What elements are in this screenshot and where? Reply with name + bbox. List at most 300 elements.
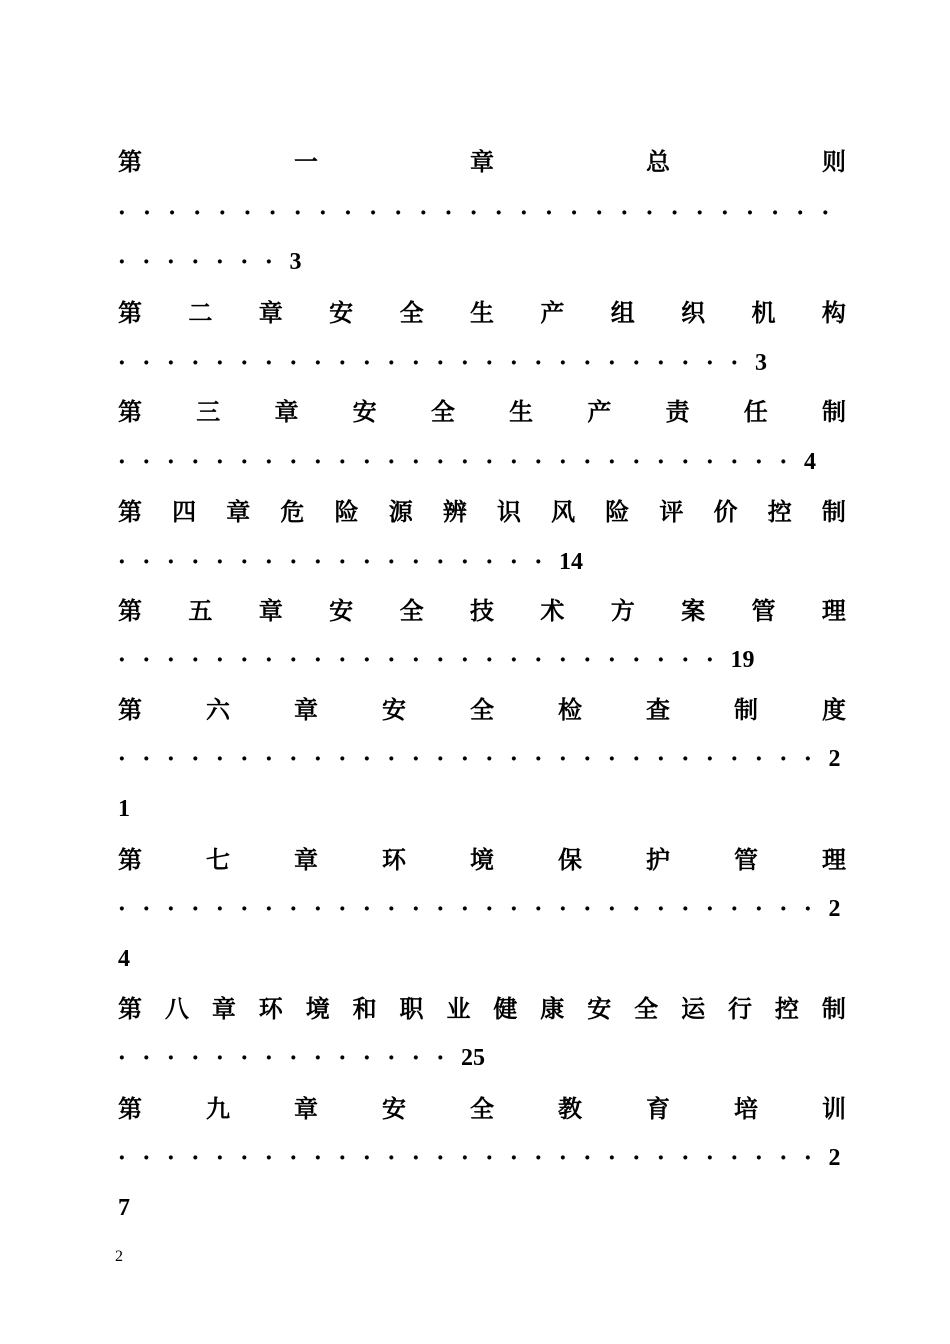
leader-dot: · [461,647,469,673]
toc-title-char: 产 [587,397,612,426]
leader-dot: · [387,549,396,575]
toc-title-char: 检 [558,695,582,724]
toc-title-char: 六 [206,695,230,724]
leader-dot: · [632,896,641,922]
leader-dot: · [583,896,592,922]
leader-dot: · [265,896,273,922]
leader-dot: · [755,1145,763,1171]
leader-dot: · [240,647,249,673]
toc-leader-line [118,1141,846,1175]
leader-dot: · [461,1145,469,1171]
toc-title-char: 全 [430,397,455,426]
toc-title-char: 第 [118,596,142,625]
leader-dot: · [583,746,592,772]
leader-dot: · [657,647,665,673]
toc-title-char: 二 [188,298,213,327]
leader-dot: · [559,647,567,673]
leader-dot: · [444,200,453,226]
leader-dot: · [595,200,604,226]
leader-dot: · [570,200,578,226]
leader-dot: · [289,1145,298,1171]
toc-title-char: 全 [399,596,424,625]
toc-title-char: 第 [118,147,142,176]
toc-title-char: 职 [399,994,424,1023]
leader-dot: · [363,647,371,673]
toc-title-char: 环 [382,845,406,874]
leader-dot: · [167,350,175,376]
toc-title-char: 危 [280,497,305,526]
toc-title-char: 控 [774,994,799,1023]
leader-dot: · [796,200,805,226]
leader-dot: · [436,896,445,922]
leader-dot: · [338,1045,347,1071]
toc-title-char: 全 [470,1094,494,1123]
leader-dot: · [485,647,494,673]
leader-dot: · [216,1145,224,1171]
toc-page-wrap-line [118,1191,846,1225]
leader-dot: · [534,1145,543,1171]
leader-dot: · [216,549,224,575]
leader-dot: · [485,896,494,922]
toc-title-char: 环 [258,994,283,1023]
leader-dot: · [485,449,494,475]
leader-dot: · [436,647,445,673]
toc-title-char: 章 [294,845,318,874]
leader-dot: · [706,647,714,673]
leader-dot: · [534,896,543,922]
toc-title-char: 训 [822,1094,846,1123]
leader-dot: · [142,549,151,575]
toc-title-char: 第 [118,497,142,526]
toc-entry-title [118,992,846,1026]
leader-dot: · [461,350,469,376]
leader-dot: · [461,896,469,922]
leader-dot: · [608,1145,616,1171]
leader-dot: · [240,449,249,475]
leader-dot: · [485,549,494,575]
toc-title-char: 一 [294,147,318,176]
leader-dot: · [338,350,347,376]
leader-dot: · [771,200,779,226]
toc-page-number: 1 [118,796,130,822]
toc-title-char: 生 [469,298,494,327]
leader-dot: · [779,449,788,475]
toc-page-number: 4 [118,946,130,972]
leader-dot: · [559,896,567,922]
leader-dot: · [436,1045,445,1071]
leader-dot: · [191,746,200,772]
leader-dot: · [265,249,273,275]
leader-dot: · [608,449,616,475]
leader-dot: · [314,449,322,475]
leader-dot: · [583,449,592,475]
leader-dot: · [191,1145,200,1171]
toc-title-char: 和 [352,994,377,1023]
toc-title-char: 八 [164,994,189,1023]
toc-page-number: 25 [461,1045,485,1071]
toc-title-char: 九 [206,1094,230,1123]
toc-title-char: 章 [470,147,494,176]
leader-dot: · [216,350,224,376]
leader-dot: · [485,746,494,772]
toc-title-char: 全 [470,695,494,724]
leader-dot: · [289,746,298,772]
toc-title-char: 全 [634,994,659,1023]
leader-dot: · [721,200,729,226]
leader-dot: · [167,1045,175,1071]
page-number: 2 [115,1248,123,1265]
leader-dot: · [240,549,249,575]
leader-dot: · [412,896,420,922]
leader-dot: · [608,350,616,376]
leader-dot: · [583,350,592,376]
leader-dot: · [436,746,445,772]
leader-dot: · [191,449,200,475]
toc-title-char: 安 [382,695,406,724]
leader-dot: · [289,647,298,673]
toc-title-char: 护 [646,845,670,874]
toc-leader-line [118,196,846,230]
toc-title-char: 境 [305,994,330,1023]
leader-dot: · [534,647,543,673]
leader-dot: · [608,746,616,772]
leader-dot: · [265,647,273,673]
toc-title-char: 组 [610,298,635,327]
toc-title-char: 识 [496,497,521,526]
toc-title-char: 行 [727,994,752,1023]
leader-dot: · [632,746,641,772]
toc-title-char: 第 [118,994,142,1023]
toc-title-char: 章 [274,397,299,426]
leader-dot: · [118,249,126,275]
toc-title-char: 源 [388,497,413,526]
leader-dot: · [657,896,665,922]
toc-entry-title [118,395,846,429]
leader-dot: · [314,1145,322,1171]
leader-dot: · [167,746,175,772]
leader-dot: · [534,350,543,376]
toc-title-char: 理 [822,845,846,874]
leader-dot: · [167,1145,175,1171]
toc-title-char: 七 [206,845,230,874]
leader-dot: · [118,350,126,376]
leader-dot: · [436,549,445,575]
leader-dot: · [583,647,592,673]
toc-entry-title [118,495,846,529]
leader-dot: · [657,449,665,475]
leader-dot: · [268,200,277,226]
toc-title-char: 控 [767,497,792,526]
leader-dot: · [338,549,347,575]
toc-title-char: 章 [258,298,283,327]
leader-dot: · [143,200,151,226]
toc-title-char: 责 [665,397,690,426]
leader-dot: · [387,1045,396,1071]
toc-page-number: 3 [289,249,302,275]
leader-dot: · [534,549,543,575]
leader-dot: · [779,1145,788,1171]
leader-dot: · [730,746,739,772]
leader-dot: · [363,449,371,475]
leader-dot: · [216,746,224,772]
toc-title-char: 险 [605,497,630,526]
leader-dot: · [670,200,679,226]
leader-dot: · [142,746,151,772]
toc-title-char: 全 [399,298,424,327]
leader-dot: · [191,1045,200,1071]
leader-dot: · [216,249,224,275]
leader-dot: · [142,647,151,673]
toc-leader-line [118,643,846,677]
leader-dot: · [485,350,494,376]
leader-dot: · [755,449,763,475]
leader-dot: · [168,200,176,226]
toc-title-char: 第 [118,298,142,327]
leader-dot: · [706,896,714,922]
toc-page-number: 2 [828,896,841,922]
leader-dot: · [387,1145,396,1171]
leader-dot: · [583,1145,592,1171]
leader-dot: · [559,1145,567,1171]
leader-dot: · [657,350,665,376]
leader-dot: · [338,1145,347,1171]
toc-page-number: 4 [804,449,816,475]
leader-dot: · [387,896,396,922]
toc-title-char: 案 [681,596,706,625]
leader-dot: · [608,896,616,922]
leader-dot: · [632,1145,641,1171]
toc-title-char: 章 [294,1094,318,1123]
leader-dot: · [265,746,273,772]
leader-dot: · [363,1045,371,1071]
leader-dot: · [559,350,567,376]
leader-dot: · [461,449,469,475]
leader-dot: · [510,647,518,673]
leader-dot: · [167,549,175,575]
toc-title-char: 任 [743,397,768,426]
toc-leader-line [118,245,846,279]
toc-title-char: 业 [446,994,471,1023]
toc-title-char: 第 [118,1094,142,1123]
toc-page-number: 7 [118,1195,130,1221]
toc-title-char: 制 [821,397,846,426]
leader-dot: · [510,350,518,376]
leader-dot: · [240,1145,249,1171]
leader-dot: · [191,647,200,673]
leader-dot: · [620,200,629,226]
leader-dot: · [167,896,175,922]
leader-dot: · [289,896,298,922]
toc-title-char: 技 [469,596,494,625]
leader-dot: · [494,200,503,226]
leader-dot: · [755,746,763,772]
toc-title-char: 保 [558,845,582,874]
leader-dot: · [706,746,714,772]
leader-dot: · [657,746,665,772]
toc-page-number: 2 [828,1145,841,1171]
leader-dot: · [167,647,175,673]
leader-dot: · [681,449,690,475]
leader-dot: · [363,1145,371,1171]
leader-dot: · [412,1045,420,1071]
leader-dot: · [293,200,302,226]
toc-title-char: 织 [681,298,706,327]
leader-dot: · [412,350,420,376]
toc-leader-line [118,445,846,479]
toc-title-char: 制 [821,497,846,526]
leader-dot: · [821,200,830,226]
toc-title-char: 章 [211,994,236,1023]
leader-dot: · [779,746,788,772]
leader-dot: · [534,746,543,772]
leader-dot: · [240,249,249,275]
leader-dot: · [534,449,543,475]
leader-dot: · [520,200,528,226]
leader-dot: · [510,449,518,475]
toc-title-char: 制 [821,994,846,1023]
toc-title-char: 五 [188,596,213,625]
toc-entry-title [118,594,846,628]
leader-dot: · [681,350,690,376]
leader-dot: · [118,1045,126,1071]
leader-dot: · [118,746,126,772]
toc-entry-title [118,693,846,727]
leader-dot: · [412,449,420,475]
leader-dot: · [314,1045,322,1071]
leader-dot: · [191,249,200,275]
toc-entry-title [118,1092,846,1126]
toc-title-char: 生 [509,397,534,426]
leader-dot: · [218,200,227,226]
toc-title-char: 产 [540,298,565,327]
leader-dot: · [142,249,151,275]
leader-dot: · [265,1045,273,1071]
leader-dot: · [142,350,151,376]
leader-dot: · [142,449,151,475]
leader-dot: · [632,647,641,673]
leader-dot: · [387,746,396,772]
leader-dot: · [706,1145,714,1171]
leader-dot: · [730,896,739,922]
leader-dot: · [240,746,249,772]
leader-dot: · [412,647,420,673]
leader-dot: · [369,200,377,226]
toc-title-char: 健 [493,994,518,1023]
leader-dot: · [363,350,371,376]
toc-title-char: 安 [352,397,377,426]
toc-page-number: 19 [730,647,755,673]
toc-title-char: 方 [610,596,635,625]
toc-title-char: 安 [329,298,354,327]
leader-dot: · [510,549,518,575]
toc-title-char: 安 [329,596,354,625]
toc-page-number: 2 [828,746,841,772]
leader-dot: · [681,746,690,772]
toc-title-char: 理 [821,596,846,625]
toc-title-char: 查 [646,695,670,724]
leader-dot: · [314,647,322,673]
leader-dot: · [338,896,347,922]
leader-dot: · [804,746,812,772]
leader-dot: · [216,647,224,673]
toc-leader-line [118,892,846,926]
toc-title-char: 制 [734,695,758,724]
leader-dot: · [338,449,347,475]
leader-dot: · [746,200,754,226]
toc-title-char: 度 [822,695,846,724]
toc-title-char: 运 [681,994,706,1023]
leader-dot: · [289,449,298,475]
leader-dot: · [681,647,690,673]
leader-dot: · [387,350,396,376]
toc-title-char: 章 [258,596,283,625]
toc-title-char: 辨 [442,497,467,526]
leader-dot: · [412,746,420,772]
leader-dot: · [193,200,202,226]
toc-title-char: 安 [587,994,612,1023]
leader-dot: · [461,746,469,772]
leader-dot: · [216,1045,224,1071]
leader-dot: · [265,549,273,575]
leader-dot: · [314,549,322,575]
toc-title-char: 安 [382,1094,406,1123]
toc-leader-line [118,742,846,776]
leader-dot: · [632,449,641,475]
leader-dot: · [118,549,126,575]
leader-dot: · [344,200,352,226]
leader-dot: · [681,1145,690,1171]
leader-dot: · [289,1045,298,1071]
leader-dot: · [314,896,322,922]
toc-page-wrap-line [118,942,846,976]
leader-dot: · [338,746,347,772]
toc-title-char: 育 [646,1094,670,1123]
leader-dot: · [289,350,298,376]
toc-title-char: 三 [196,397,221,426]
leader-dot: · [216,449,224,475]
toc-title-char: 章 [226,497,251,526]
leader-dot: · [191,350,200,376]
leader-dot: · [118,449,126,475]
leader-dot: · [265,449,273,475]
leader-dot: · [706,449,714,475]
leader-dot: · [706,350,714,376]
leader-dot: · [695,200,704,226]
leader-dot: · [265,1145,273,1171]
leader-dot: · [412,1145,420,1171]
leader-dot: · [645,200,654,226]
leader-dot: · [387,647,396,673]
toc-leader-line [118,346,846,380]
leader-dot: · [559,746,567,772]
leader-dot: · [730,350,739,376]
leader-dot: · [559,449,567,475]
toc-title-char: 价 [713,497,738,526]
leader-dot: · [412,549,420,575]
leader-dot: · [142,896,151,922]
leader-dot: · [142,1045,151,1071]
leader-dot: · [363,549,371,575]
leader-dot: · [657,1145,665,1171]
leader-dot: · [338,647,347,673]
leader-dot: · [167,449,175,475]
leader-dot: · [394,200,403,226]
toc-title-char: 总 [646,147,670,176]
toc-title-char: 培 [734,1094,758,1123]
leader-dot: · [436,350,445,376]
leader-dot: · [191,896,200,922]
leader-dot: · [118,896,126,922]
